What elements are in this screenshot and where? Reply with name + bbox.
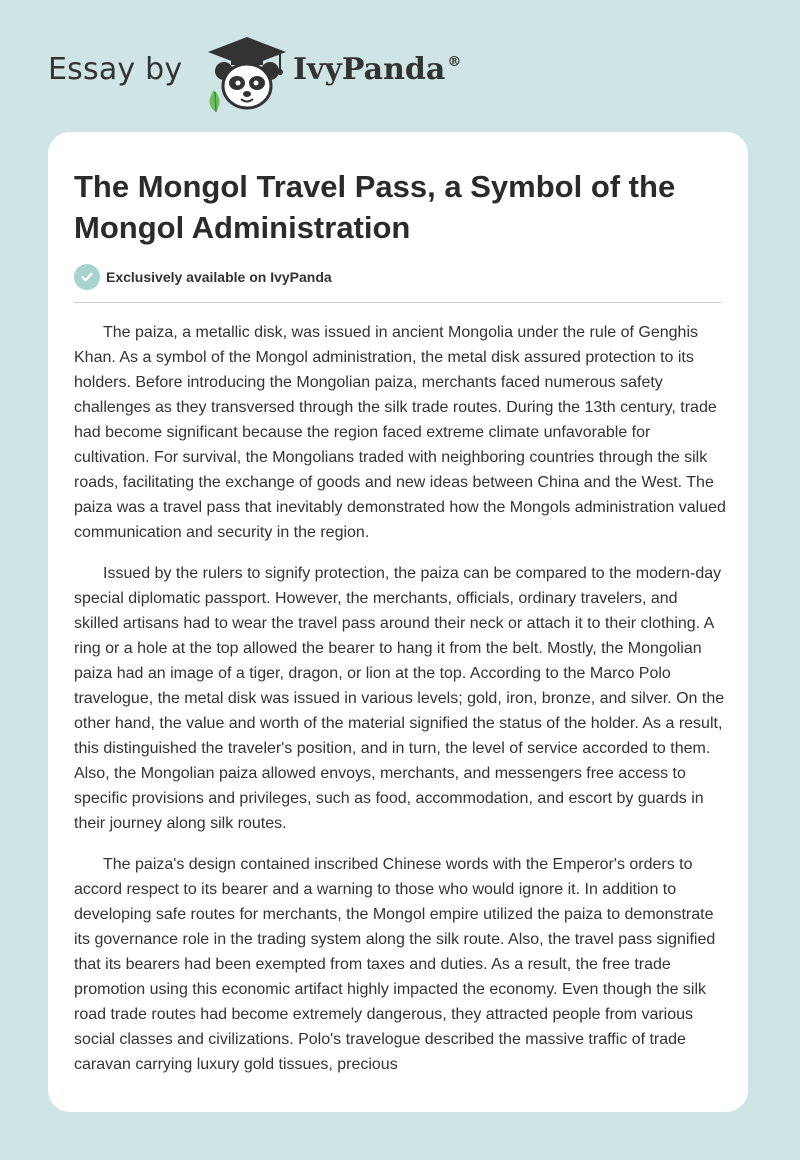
paragraph: The paiza's design contained inscribed Chinese words with the Emperor's orders to accord respect to its bearer and a warning to those who would ignore it. In addition to developing safe routes for merchants, the Mongol empire utilized the paiza to demonstrate its governance role in the trading system along the silk route. Also, the travel pass signified that its bearers had been exempted from taxes and duties. As a result, the free trade promotion using this economic artifact highly impacted the economy. Even though the silk road trade routes had become extremely dangerous, they attracted people from various social classes and civilizations. Polo's travelogue described the massive traffic of trade caravan carrying luxury gold tissues, precious bbox=[74, 856, 716, 1073]
brand-text: IvyPanda bbox=[293, 52, 446, 87]
essay-title: The Mongol Travel Pass, a Symbol of the Mongol Administration bbox=[74, 169, 676, 245]
ivypanda-logo-icon[interactable] bbox=[202, 34, 292, 114]
divider bbox=[74, 302, 722, 303]
essay-card bbox=[48, 132, 748, 1112]
exclusive-badge bbox=[74, 264, 332, 290]
paragraph: The paiza, a metallic disk, was issued in ancient Mongolia under the rule of Genghis Khan. As a symbol of the Mongol administration, the metal disk assured protection to its holders. Before introducing the Mongolian paiza, merchants faced numerous safety challenges as they transversed through the silk trade routes. During the 13th century, trade had become significant because the region faced extreme climate unfavorable for cultivation. For survival, the Mongolians traded with neighboring countries through the silk roads, facilitating the exchange of goods and new ideas between China and the West. The paiza was a travel pass that inevitably demonstrated how the Mongols administration valued communication and security in the region. bbox=[74, 324, 726, 541]
site-header bbox=[48, 30, 768, 120]
essay-body bbox=[74, 320, 726, 1093]
registered-mark: ® bbox=[447, 54, 462, 70]
paragraph: Issued by the rulers to signify protection, the paiza can be compared to the modern-day special diplomatic passport. However, the merchants, officials, ordinary travelers, and skilled artisans had to wear the travel pass around their neck or attach it to their clothing. A ring or a hole at the top allowed the bearer to hang it from the belt. Mostly, the Mongolian paiza had an image of a tiger, dragon, or lion at the top. According to the Marco Polo travelogue, the metal disk was issued in various levels; gold, iron, bronze, and silver. On the other hand, the value and worth of the material signified the status of the holder. As a result, this distinguished the traveler's position, and in turn, the level of service accorded to them. Also, the Mongolian paiza allowed envoys, merchants, and messengers free access to specific provisions and privileges, such as food, accommodation, and escort by guards in their journey along silk routes. bbox=[74, 565, 725, 832]
brand-name bbox=[293, 52, 461, 87]
essay-by-label: Essay by bbox=[48, 52, 183, 87]
check-circle-icon bbox=[74, 264, 100, 290]
exclusive-badge-label: Exclusively available on IvyPanda bbox=[106, 269, 332, 285]
